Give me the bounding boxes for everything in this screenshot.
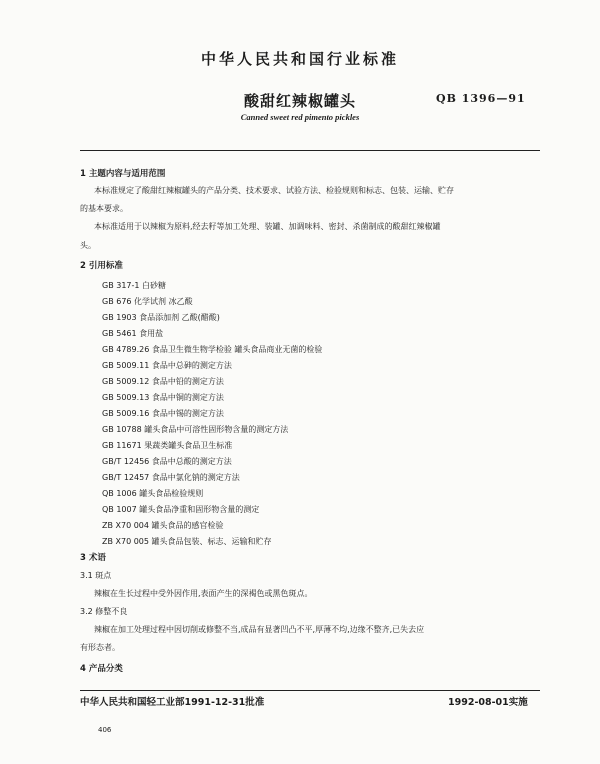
top-rule <box>80 150 540 151</box>
approval-statement: 中华人民共和国轻工业部1991-12-31批准 <box>80 697 265 708</box>
reference-item: GB 1903 食品添加剂 乙酸(醋酸) <box>102 313 220 322</box>
term-3-2-text-line-2: 有形态者。 <box>80 643 120 652</box>
reference-item: GB/T 12457 食品中氯化钠的测定方法 <box>102 473 240 482</box>
reference-item: ZB X70 005 罐头食品包装、标志、运输和贮存 <box>102 537 272 546</box>
term-3-1-text: 辣椒在生长过程中受外因作用,表面产生的深褐色或黑色斑点。 <box>94 589 313 598</box>
reference-item: QB 1006 罐头食品检验规则 <box>102 489 204 498</box>
effective-date: 1992-08-01实施 <box>448 697 528 708</box>
term-3-2-text-line-1: 辣椒在加工处理过程中因切削或修整不当,成品有显著凹凸不平,厚薄不均,边缘不整齐,已失去应 <box>94 625 425 634</box>
document-title: 酸甜红辣椒罐头 <box>243 92 356 110</box>
reference-item: GB 10788 罐头食品中可溶性固形物含量的测定方法 <box>102 425 289 434</box>
term-3-2-heading: 3.2 修整不良 <box>80 607 128 616</box>
reference-item: GB 5009.11 食品中总砷的测定方法 <box>102 361 232 370</box>
section-2-heading: 2 引用标准 <box>80 261 123 271</box>
standard-code: QB 1396—91 <box>436 92 526 105</box>
reference-item: GB 317-1 白砂糖 <box>102 281 167 290</box>
reference-item: QB 1007 罐头食品净重和固形物含量的测定 <box>102 505 260 514</box>
reference-item: GB 4789.26 食品卫生微生物学检验 罐头食品商业无菌的检验 <box>102 345 323 354</box>
page-number: 406 <box>98 726 112 734</box>
reference-item: GB 5009.13 食品中铜的测定方法 <box>102 393 224 402</box>
bottom-rule <box>80 690 540 691</box>
reference-item: GB/T 12456 食品中总酸的测定方法 <box>102 457 232 466</box>
section-1-paragraph-1-line-1: 本标准规定了酸甜红辣椒罐头的产品分类、技术要求、试验方法、检验规则和标志、包装、运输、贮存 <box>94 186 454 195</box>
reference-item: GB 676 化学试剂 冰乙酸 <box>102 297 193 306</box>
term-3-1-heading: 3.1 斑点 <box>80 571 112 580</box>
english-title: Canned sweet red pimento pickles <box>240 112 360 122</box>
section-1-paragraph-2-line-1: 本标准适用于以辣椒为原料,经去籽等加工处理、装罐、加调味料、密封、杀菌制成的酸甜红辣椒罐 <box>94 222 441 231</box>
section-3-heading: 3 术语 <box>80 553 106 563</box>
section-4-heading: 4 产品分类 <box>80 664 123 674</box>
section-1-heading: 1 主题内容与适用范围 <box>80 169 166 179</box>
standard-type-title: 中华人民共和国行业标准 <box>200 50 399 68</box>
reference-item: GB 5009.16 食品中锡的测定方法 <box>102 409 224 418</box>
section-1-paragraph-2-line-2: 头。 <box>80 241 96 250</box>
reference-item: GB 11671 果蔬类罐头食品卫生标准 <box>102 441 233 450</box>
reference-item: GB 5461 食用盐 <box>102 329 164 338</box>
reference-item: GB 5009.12 食品中铅的测定方法 <box>102 377 224 386</box>
reference-item: ZB X70 004 罐头食品的感官检验 <box>102 521 224 530</box>
section-1-paragraph-1-line-2: 的基本要求。 <box>80 204 128 213</box>
